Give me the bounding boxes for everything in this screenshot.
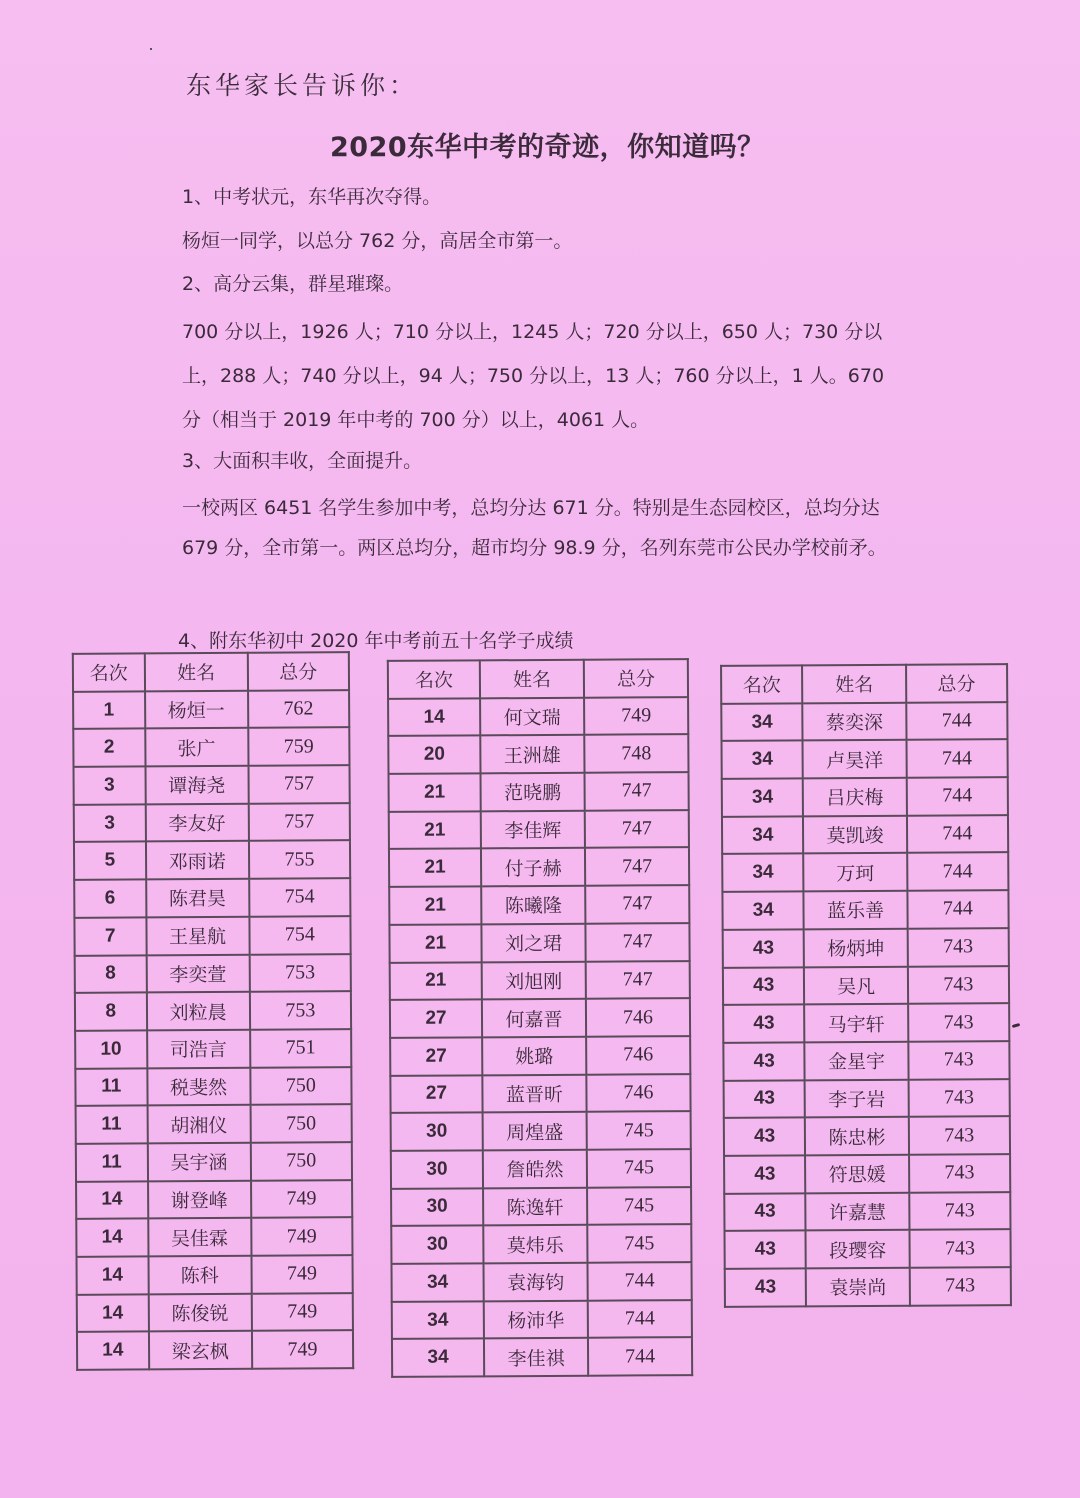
table-row <box>723 1003 1009 1042</box>
table-header-row <box>721 664 1007 703</box>
rank-cell: 43 <box>723 1005 805 1043</box>
rank-cell: 43 <box>724 1080 806 1118</box>
table-row <box>392 1300 692 1340</box>
total-score-cell: 753 <box>250 991 352 1029</box>
total-score-cell: 746 <box>586 1036 690 1074</box>
rank-cell: 14 <box>77 1332 149 1370</box>
scores-table-2 <box>387 658 693 1378</box>
student-name-cell: 卢昊洋 <box>803 740 906 778</box>
total-score-cell: 745 <box>587 1149 691 1187</box>
student-name-cell: 陈科 <box>148 1256 251 1294</box>
student-name-cell: 邓雨诺 <box>145 841 248 879</box>
rank-cell: 6 <box>74 880 146 918</box>
rank-cell: 34 <box>392 1301 484 1339</box>
student-name-cell: 蔡奕深 <box>803 702 906 740</box>
rank-cell: 1 <box>73 691 145 729</box>
student-name-cell: 莫凯竣 <box>803 815 906 853</box>
total-score-cell: 744 <box>907 853 1009 891</box>
table-row <box>77 1293 353 1332</box>
rank-cell: 5 <box>74 842 146 880</box>
student-name-cell: 杨沛华 <box>484 1300 588 1338</box>
table-row <box>724 1229 1010 1268</box>
scan-speck <box>150 48 152 50</box>
rank-cell: 20 <box>388 736 480 774</box>
student-name-cell: 张广 <box>145 728 248 766</box>
score-header: 总分 <box>247 652 349 690</box>
table-row <box>391 1187 691 1227</box>
table-row <box>388 697 688 737</box>
rank-cell: 11 <box>76 1143 148 1181</box>
table-row <box>392 1337 692 1377</box>
rank-cell: 27 <box>390 1037 482 1075</box>
page-title: 2020东华中考的奇迹，你知道吗？ <box>330 132 765 163</box>
rank-cell: 30 <box>391 1113 483 1151</box>
student-name-cell: 李奕萱 <box>146 954 249 992</box>
table-row <box>391 1149 691 1189</box>
scores-table-3 <box>720 663 1012 1307</box>
table-row <box>721 702 1007 741</box>
rank-cell: 43 <box>725 1268 807 1306</box>
student-name-cell: 周煌盛 <box>483 1112 587 1150</box>
section-3-heading: 3、大面积丰收，全面提升。 <box>182 450 423 472</box>
rank-cell: 7 <box>74 917 146 955</box>
total-score-cell: 743 <box>909 1229 1011 1267</box>
student-name-cell: 姚璐 <box>482 1037 586 1075</box>
student-name-cell: 刘之珺 <box>481 924 585 962</box>
rank-cell: 34 <box>392 1339 484 1377</box>
total-score-cell: 744 <box>906 740 1008 778</box>
table-row <box>390 1074 690 1114</box>
table-row <box>722 740 1008 779</box>
rank-cell: 14 <box>388 698 480 736</box>
total-score-cell: 749 <box>251 1217 353 1255</box>
table-row <box>723 928 1009 967</box>
total-score-cell: 751 <box>250 1029 352 1067</box>
total-score-cell: 749 <box>584 697 688 735</box>
section-3-body: 一校两区 6451 名学生参加中考，总均分达 671 分。特别是生态园校区，总均分达 679 分，全市第一。两区总均分，超市均分 98.9 分，名列东莞市公民办学校前矛。 <box>182 497 887 559</box>
student-name-cell: 莫炜乐 <box>483 1225 587 1263</box>
student-name-cell: 谢登峰 <box>148 1180 251 1218</box>
student-name-cell: 蓝晋昕 <box>482 1074 586 1112</box>
student-name-cell: 王星航 <box>146 917 249 955</box>
student-name-cell: 陈忠彬 <box>805 1117 908 1155</box>
total-score-cell: 745 <box>587 1187 691 1225</box>
student-name-cell: 吕庆梅 <box>803 778 906 816</box>
table-row <box>73 728 349 767</box>
table-row <box>76 1255 352 1294</box>
total-score-cell: 749 <box>252 1331 354 1369</box>
student-name-cell: 陈君昊 <box>146 879 249 917</box>
rank-cell: 21 <box>390 962 482 1000</box>
total-score-cell: 743 <box>909 1192 1011 1230</box>
section-2-heading: 2、高分云集，群星璀璨。 <box>182 273 404 295</box>
table-row <box>722 853 1008 892</box>
student-name-cell: 李友好 <box>145 804 248 842</box>
table-row <box>74 803 350 842</box>
student-name-cell: 付子赫 <box>481 848 585 886</box>
rank-cell: 43 <box>724 1155 806 1193</box>
table-row <box>389 810 689 850</box>
table-row <box>390 1036 690 1076</box>
table-row <box>74 878 350 917</box>
student-name-cell: 杨烜一 <box>145 690 248 728</box>
table-row <box>389 923 689 963</box>
table-row <box>722 777 1008 816</box>
table-row <box>722 890 1008 929</box>
student-name-cell: 袁崇尚 <box>806 1268 909 1306</box>
total-score-cell: 743 <box>908 1003 1010 1041</box>
name-header: 姓名 <box>480 660 584 698</box>
greeting-heading: 东华家长告诉你： <box>186 71 419 100</box>
rank-cell: 14 <box>76 1181 148 1219</box>
student-name-cell: 吴宇涵 <box>147 1143 250 1181</box>
rank-cell: 21 <box>389 811 481 849</box>
table-row <box>76 1142 352 1181</box>
student-name-cell: 何嘉晋 <box>482 999 586 1037</box>
student-name-cell: 段璎容 <box>806 1230 909 1268</box>
name-header: 姓名 <box>802 665 905 703</box>
score-header: 总分 <box>584 659 688 697</box>
student-name-cell: 刘粒晨 <box>146 992 249 1030</box>
total-score-cell: 744 <box>587 1262 691 1300</box>
rank-cell: 8 <box>75 955 147 993</box>
total-score-cell: 745 <box>587 1111 691 1149</box>
total-score-cell: 759 <box>248 728 350 766</box>
total-score-cell: 753 <box>249 954 351 992</box>
scores-table-1 <box>72 651 354 1371</box>
rank-cell: 21 <box>389 886 481 924</box>
rank-cell: 3 <box>74 804 146 842</box>
total-score-cell: 747 <box>585 772 689 810</box>
total-score-cell: 745 <box>587 1224 691 1262</box>
rank-cell: 8 <box>75 993 147 1031</box>
total-score-cell: 749 <box>251 1293 353 1331</box>
total-score-cell: 743 <box>908 1116 1010 1154</box>
total-score-cell: 743 <box>908 966 1010 1004</box>
rank-cell: 43 <box>724 1231 806 1269</box>
total-score-cell: 744 <box>907 815 1009 853</box>
rank-cell: 34 <box>722 854 804 892</box>
student-name-cell: 刘旭刚 <box>482 961 586 999</box>
rank-cell: 43 <box>723 929 805 967</box>
student-name-cell: 谭海尧 <box>145 766 248 804</box>
rank-cell: 3 <box>74 766 146 804</box>
student-name-cell: 税斐然 <box>147 1067 250 1105</box>
student-name-cell: 袁海钧 <box>483 1263 587 1301</box>
student-name-cell: 陈逸轩 <box>483 1187 587 1225</box>
table-row <box>391 1111 691 1151</box>
table-row <box>388 734 688 774</box>
student-name-cell: 李佳祺 <box>484 1338 588 1376</box>
rank-cell: 27 <box>390 1000 482 1038</box>
table-row <box>723 966 1009 1005</box>
student-name-cell: 何文瑞 <box>480 697 584 735</box>
rank-cell: 11 <box>76 1106 148 1144</box>
total-score-cell: 750 <box>250 1104 352 1142</box>
rank-cell: 14 <box>77 1294 149 1332</box>
section-1-heading: 1、中考状元，东华再次夺得。 <box>182 186 442 208</box>
rank-cell: 21 <box>389 773 481 811</box>
total-score-cell: 747 <box>585 923 689 961</box>
rank-cell: 30 <box>391 1226 483 1264</box>
rank-cell: 10 <box>75 1030 147 1068</box>
table-row <box>74 916 350 955</box>
student-name-cell: 杨炳坤 <box>804 929 907 967</box>
table-header-row <box>388 659 688 699</box>
rank-cell: 43 <box>723 1042 805 1080</box>
rank-cell: 43 <box>724 1118 806 1156</box>
table-row <box>76 1217 352 1256</box>
total-score-cell: 747 <box>585 848 689 886</box>
table-row <box>389 885 689 925</box>
rank-cell: 34 <box>722 778 804 816</box>
total-score-cell: 744 <box>588 1300 692 1338</box>
total-score-cell: 743 <box>908 1079 1010 1117</box>
student-name-cell: 胡湘仪 <box>147 1105 250 1143</box>
rank-cell: 30 <box>391 1188 483 1226</box>
total-score-cell: 754 <box>249 916 351 954</box>
total-score-cell: 743 <box>907 928 1009 966</box>
student-name-cell: 梁玄枫 <box>148 1331 251 1369</box>
student-name-cell: 吴佳霖 <box>148 1218 251 1256</box>
student-name-cell: 詹皓然 <box>483 1150 587 1188</box>
total-score-cell: 757 <box>248 803 350 841</box>
rank-cell: 34 <box>722 892 804 930</box>
total-score-cell: 749 <box>251 1255 353 1293</box>
total-score-cell: 750 <box>250 1142 352 1180</box>
total-score-cell: 746 <box>586 998 690 1036</box>
total-score-cell: 757 <box>248 765 350 803</box>
rank-cell: 27 <box>390 1075 482 1113</box>
total-score-cell: 748 <box>584 734 688 772</box>
total-score-cell: 744 <box>907 890 1009 928</box>
total-score-cell: 747 <box>586 961 690 999</box>
table-row <box>75 954 351 993</box>
total-score-cell: 743 <box>909 1267 1011 1305</box>
rank-cell: 34 <box>722 741 804 779</box>
rank-cell: 14 <box>76 1219 148 1257</box>
student-name-cell: 王洲雄 <box>480 735 584 773</box>
total-score-cell: 754 <box>249 878 351 916</box>
student-name-cell: 司浩言 <box>147 1030 250 1068</box>
table-row <box>75 991 351 1030</box>
student-name-cell: 吴凡 <box>804 966 907 1004</box>
table-row <box>74 765 350 804</box>
name-header: 姓名 <box>144 653 247 691</box>
rank-cell: 21 <box>389 924 481 962</box>
section-4-heading: 4、附东华初中 2020 年中考前五十名学子成绩 <box>178 630 574 652</box>
total-score-cell: 755 <box>249 841 351 879</box>
table-row <box>76 1104 352 1143</box>
table-row <box>75 1067 351 1106</box>
rank-cell: 43 <box>723 967 805 1005</box>
total-score-cell: 743 <box>908 1041 1010 1079</box>
table-row <box>389 772 689 812</box>
rank-cell: 2 <box>73 729 145 767</box>
rank-cell: 21 <box>389 849 481 887</box>
table-row <box>76 1180 352 1219</box>
rank-cell: 34 <box>721 703 803 741</box>
table-row <box>391 1262 691 1302</box>
total-score-cell: 747 <box>585 885 689 923</box>
table-row <box>724 1154 1010 1193</box>
rank-cell: 34 <box>722 816 804 854</box>
rank-cell: 30 <box>391 1150 483 1188</box>
total-score-cell: 750 <box>250 1067 352 1105</box>
student-name-cell: 范晓鹏 <box>481 773 585 811</box>
section-1-body: 杨烜一同学，以总分 762 分，高居全市第一。 <box>182 230 573 252</box>
student-name-cell: 万珂 <box>804 853 907 891</box>
rank-header: 名次 <box>73 653 145 691</box>
rank-cell: 43 <box>724 1193 806 1231</box>
student-name-cell: 陈曦隆 <box>481 886 585 924</box>
total-score-cell: 746 <box>586 1074 690 1112</box>
student-name-cell: 马宇轩 <box>805 1004 908 1042</box>
total-score-cell: 747 <box>585 810 689 848</box>
table-row <box>391 1224 691 1264</box>
student-name-cell: 许嘉慧 <box>806 1192 909 1230</box>
total-score-cell: 744 <box>906 777 1008 815</box>
rank-cell: 34 <box>391 1263 483 1301</box>
pen-mark <box>1012 1023 1021 1028</box>
total-score-cell: 762 <box>248 690 350 728</box>
score-header: 总分 <box>906 664 1008 702</box>
rank-cell: 11 <box>75 1068 147 1106</box>
total-score-cell: 744 <box>906 702 1008 740</box>
rank-header: 名次 <box>388 660 480 698</box>
table-row <box>74 841 350 880</box>
table-row <box>73 690 349 729</box>
table-row <box>390 961 690 1001</box>
section-2-body: 700 分以上，1926 人；710 分以上，1245 人；720 分以上，650 人；730 分以上，288 人；740 分以上，94 人；750 分以上，13 人；760 分以上，1 人。670 分（相当于 2019 年中考的 700 分）以上，4061 人。 <box>182 321 885 431</box>
table-row <box>722 815 1008 854</box>
table-row <box>77 1331 353 1370</box>
student-name-cell: 李子岩 <box>805 1079 908 1117</box>
total-score-cell: 749 <box>251 1180 353 1218</box>
table-row <box>75 1029 351 1068</box>
table-row <box>724 1079 1010 1118</box>
table-row <box>389 848 689 888</box>
table-header-row <box>73 652 349 691</box>
table-row <box>724 1192 1010 1231</box>
table-row <box>724 1116 1010 1155</box>
rank-header: 名次 <box>721 665 803 703</box>
student-name-cell: 陈俊锐 <box>148 1293 251 1331</box>
student-name-cell: 金星宇 <box>805 1042 908 1080</box>
total-score-cell: 744 <box>588 1337 692 1375</box>
student-name-cell: 符思媛 <box>805 1155 908 1193</box>
student-name-cell: 李佳辉 <box>481 810 585 848</box>
student-name-cell: 蓝乐善 <box>804 891 907 929</box>
rank-cell: 14 <box>76 1256 148 1294</box>
table-row <box>723 1041 1009 1080</box>
table-row <box>725 1267 1011 1306</box>
total-score-cell: 743 <box>909 1154 1011 1192</box>
table-row <box>390 998 690 1038</box>
